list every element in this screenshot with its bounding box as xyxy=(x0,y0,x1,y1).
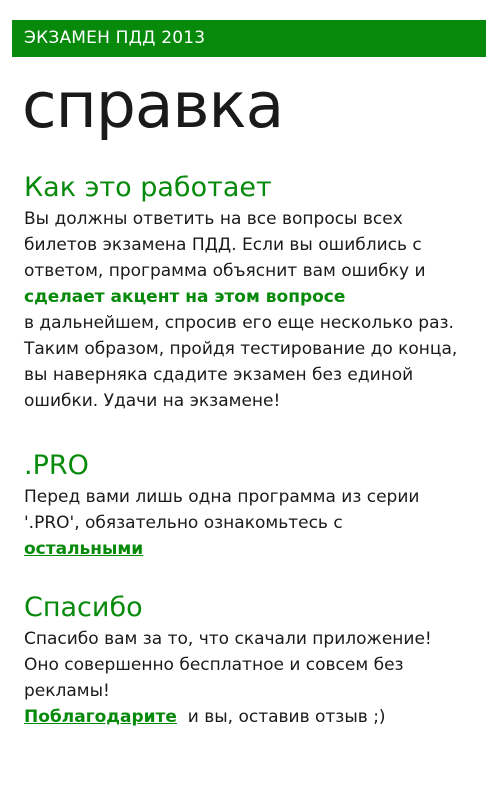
thanks-text-after: и вы, оставив отзыв ;) xyxy=(176,707,386,727)
app-header xyxy=(12,20,486,57)
page-title: справка xyxy=(22,69,284,142)
how-text-after: в дальнейшем, спросив его еще несколько раз. Таким образом, пройдя тестирование до конца, вы наверняка сдадите экзамен без единой ошибки. Удачи на экзамене! xyxy=(24,313,458,411)
other-apps-link[interactable]: остальными xyxy=(24,539,144,559)
section-text-how-it-works xyxy=(24,206,464,414)
section-pro xyxy=(24,448,464,562)
section-heading-thanks: Спасибо xyxy=(24,592,143,623)
thanks-text: Спасибо вам за то, что скачали приложение! Оно совершенно бесплатное и совсем без рекламы! xyxy=(24,629,432,701)
how-text-before: Вы должны ответить на все вопросы всех билетов экзамена ПДД. Если вы ошиблись с ответом, программа объяснит вам ошибку и xyxy=(24,209,426,281)
section-heading-how-it-works: Как это работает xyxy=(24,172,272,203)
pro-text: Перед вами лишь одна программа из серии '.PRO', обязательно ознакомьтесь с xyxy=(24,487,420,533)
section-heading-pro: .PRO xyxy=(24,450,89,481)
app-title: ЭКЗАМЕН ПДД 2013 xyxy=(24,28,206,48)
rate-app-link[interactable]: Поблагодарите xyxy=(24,707,177,727)
section-text-thanks xyxy=(24,626,464,730)
section-text-pro xyxy=(24,484,464,562)
how-accent-text: сделает акцент на этом вопросе xyxy=(24,287,346,307)
section-how-it-works xyxy=(24,170,464,414)
section-thanks xyxy=(24,590,464,730)
